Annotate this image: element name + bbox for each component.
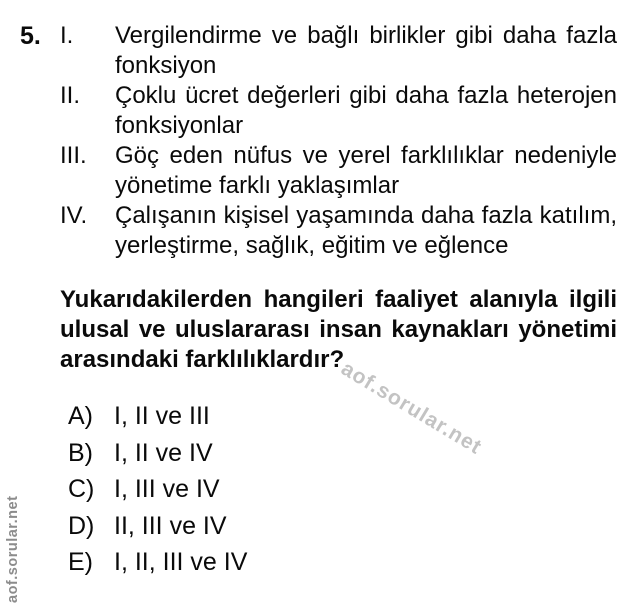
list-item-4	[60, 201, 617, 261]
question-stem: Yukarıdakilerden hangileri faaliyet alanıyla ilgili ulusal ve uluslararası insan kaynakları yönetimi arasındaki farklılıklardır?	[60, 286, 617, 373]
list-item-1	[60, 21, 617, 81]
question-number: 5.	[20, 22, 41, 50]
option-text: I, II, III ve IV	[114, 548, 248, 576]
option-text: I, II ve IV	[114, 438, 213, 467]
option-d[interactable]	[68, 508, 617, 545]
item-numeral: I.	[60, 22, 74, 49]
option-letter: D)	[68, 511, 95, 540]
watermark-diagonal: aof.sorular.net	[337, 357, 486, 459]
item-text: Çoklu ücret değerleri gibi daha fazla heterojen fonksiyonlar	[115, 82, 617, 139]
option-text: I, III ve IV	[114, 475, 220, 503]
list-item-3	[60, 141, 617, 201]
item-numeral: II.	[60, 82, 81, 109]
list-item-2	[60, 81, 617, 141]
option-letter: C)	[68, 475, 95, 503]
watermark-left-vertical: aof.sorular.net	[5, 495, 21, 603]
item-text: Göç eden nüfus ve yerel farklılıklar nedeniyle yönetime farklı yaklaşımlar	[115, 142, 617, 199]
option-a[interactable]	[68, 398, 617, 435]
option-c[interactable]	[68, 471, 617, 508]
item-text: Çalışanın kişisel yaşamında daha fazla katılım, yerleştirme, sağlık, eğitim ve eğlence	[115, 202, 617, 259]
question-body	[60, 21, 617, 581]
option-e[interactable]	[68, 544, 617, 581]
option-letter: E)	[68, 548, 93, 576]
option-b[interactable]	[68, 435, 617, 472]
option-text: I, II ve III	[114, 402, 210, 430]
item-numeral: IV.	[60, 202, 88, 229]
roman-numeral-list	[60, 21, 617, 261]
option-letter: B)	[68, 438, 93, 467]
option-text: II, III ve IV	[114, 511, 227, 540]
option-letter: A)	[68, 402, 93, 430]
options-list	[68, 398, 617, 581]
item-numeral: III.	[60, 142, 87, 169]
item-text: Vergilendirme ve bağlı birlikler gibi daha fazla fonksiyon	[115, 22, 617, 79]
